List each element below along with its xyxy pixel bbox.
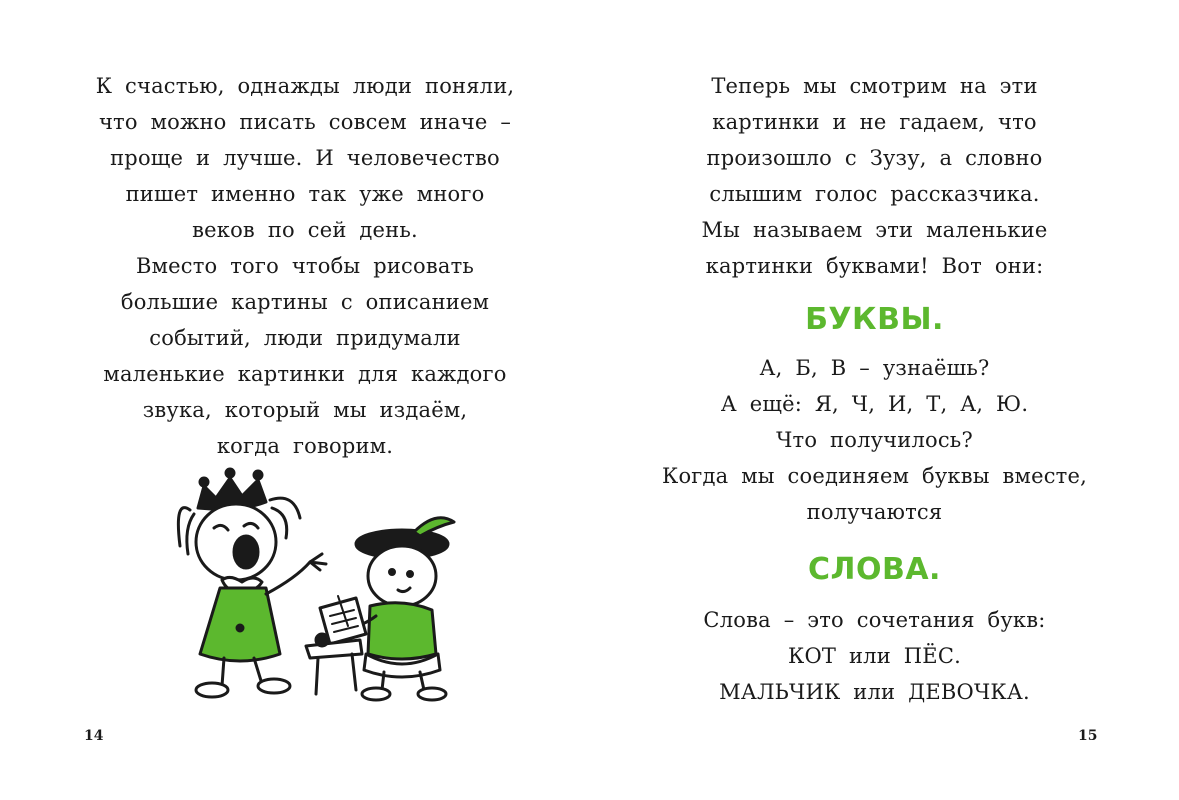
- text-line: звука, который мы издаём,: [142, 398, 468, 422]
- text-line: А ещё: Я, Ч, И, Т, А, Ю.: [720, 392, 1029, 416]
- text-line: произошло с Зузу, а словно: [706, 146, 1043, 170]
- text-line: когда говорим.: [216, 434, 394, 458]
- text-line: Что получилось?: [776, 428, 973, 452]
- text-line: КОТ или ПЁС.: [788, 644, 961, 668]
- heading-letters: БУКВЫ.: [805, 302, 944, 337]
- text-line: К счастью, однажды люди поняли,: [95, 74, 515, 98]
- text-line: большие картины с описанием: [120, 290, 490, 314]
- page-number: 15: [1078, 728, 1098, 744]
- text-line: Слова – это сочетания букв:: [703, 608, 1046, 632]
- text-line: что можно писать совсем иначе –: [98, 110, 512, 134]
- text-line: слышим голос рассказчика.: [709, 182, 1040, 206]
- heading-words: СЛОВА.: [808, 552, 941, 587]
- text-line: получаются: [806, 500, 943, 524]
- text-line: проще и лучше. И человечество: [110, 146, 500, 170]
- text-line: Мы называем эти маленькие: [701, 218, 1048, 242]
- text-line: Вместо того чтобы рисовать: [135, 254, 475, 278]
- text-line: пишет именно так уже много: [125, 182, 485, 206]
- king-and-scribe-illustration: [170, 458, 510, 708]
- text-line: МАЛЬЧИК или ДЕВОЧКА.: [719, 680, 1030, 704]
- page-number: 14: [84, 728, 104, 744]
- text-line: А, Б, В – узнаёшь?: [759, 356, 990, 380]
- right-page: [590, 0, 1179, 800]
- text-line: картинки и не гадаем, что: [712, 110, 1037, 134]
- text-line: событий, люди придумали: [149, 326, 461, 350]
- text-line: Теперь мы смотрим на эти: [711, 74, 1038, 98]
- text-line: маленькие картинки для каждого: [103, 362, 507, 386]
- text-line: Когда мы соединяем буквы вместе,: [662, 464, 1087, 488]
- text-line: картинки буквами! Вот они:: [705, 254, 1044, 278]
- text-line: веков по сей день.: [192, 218, 418, 242]
